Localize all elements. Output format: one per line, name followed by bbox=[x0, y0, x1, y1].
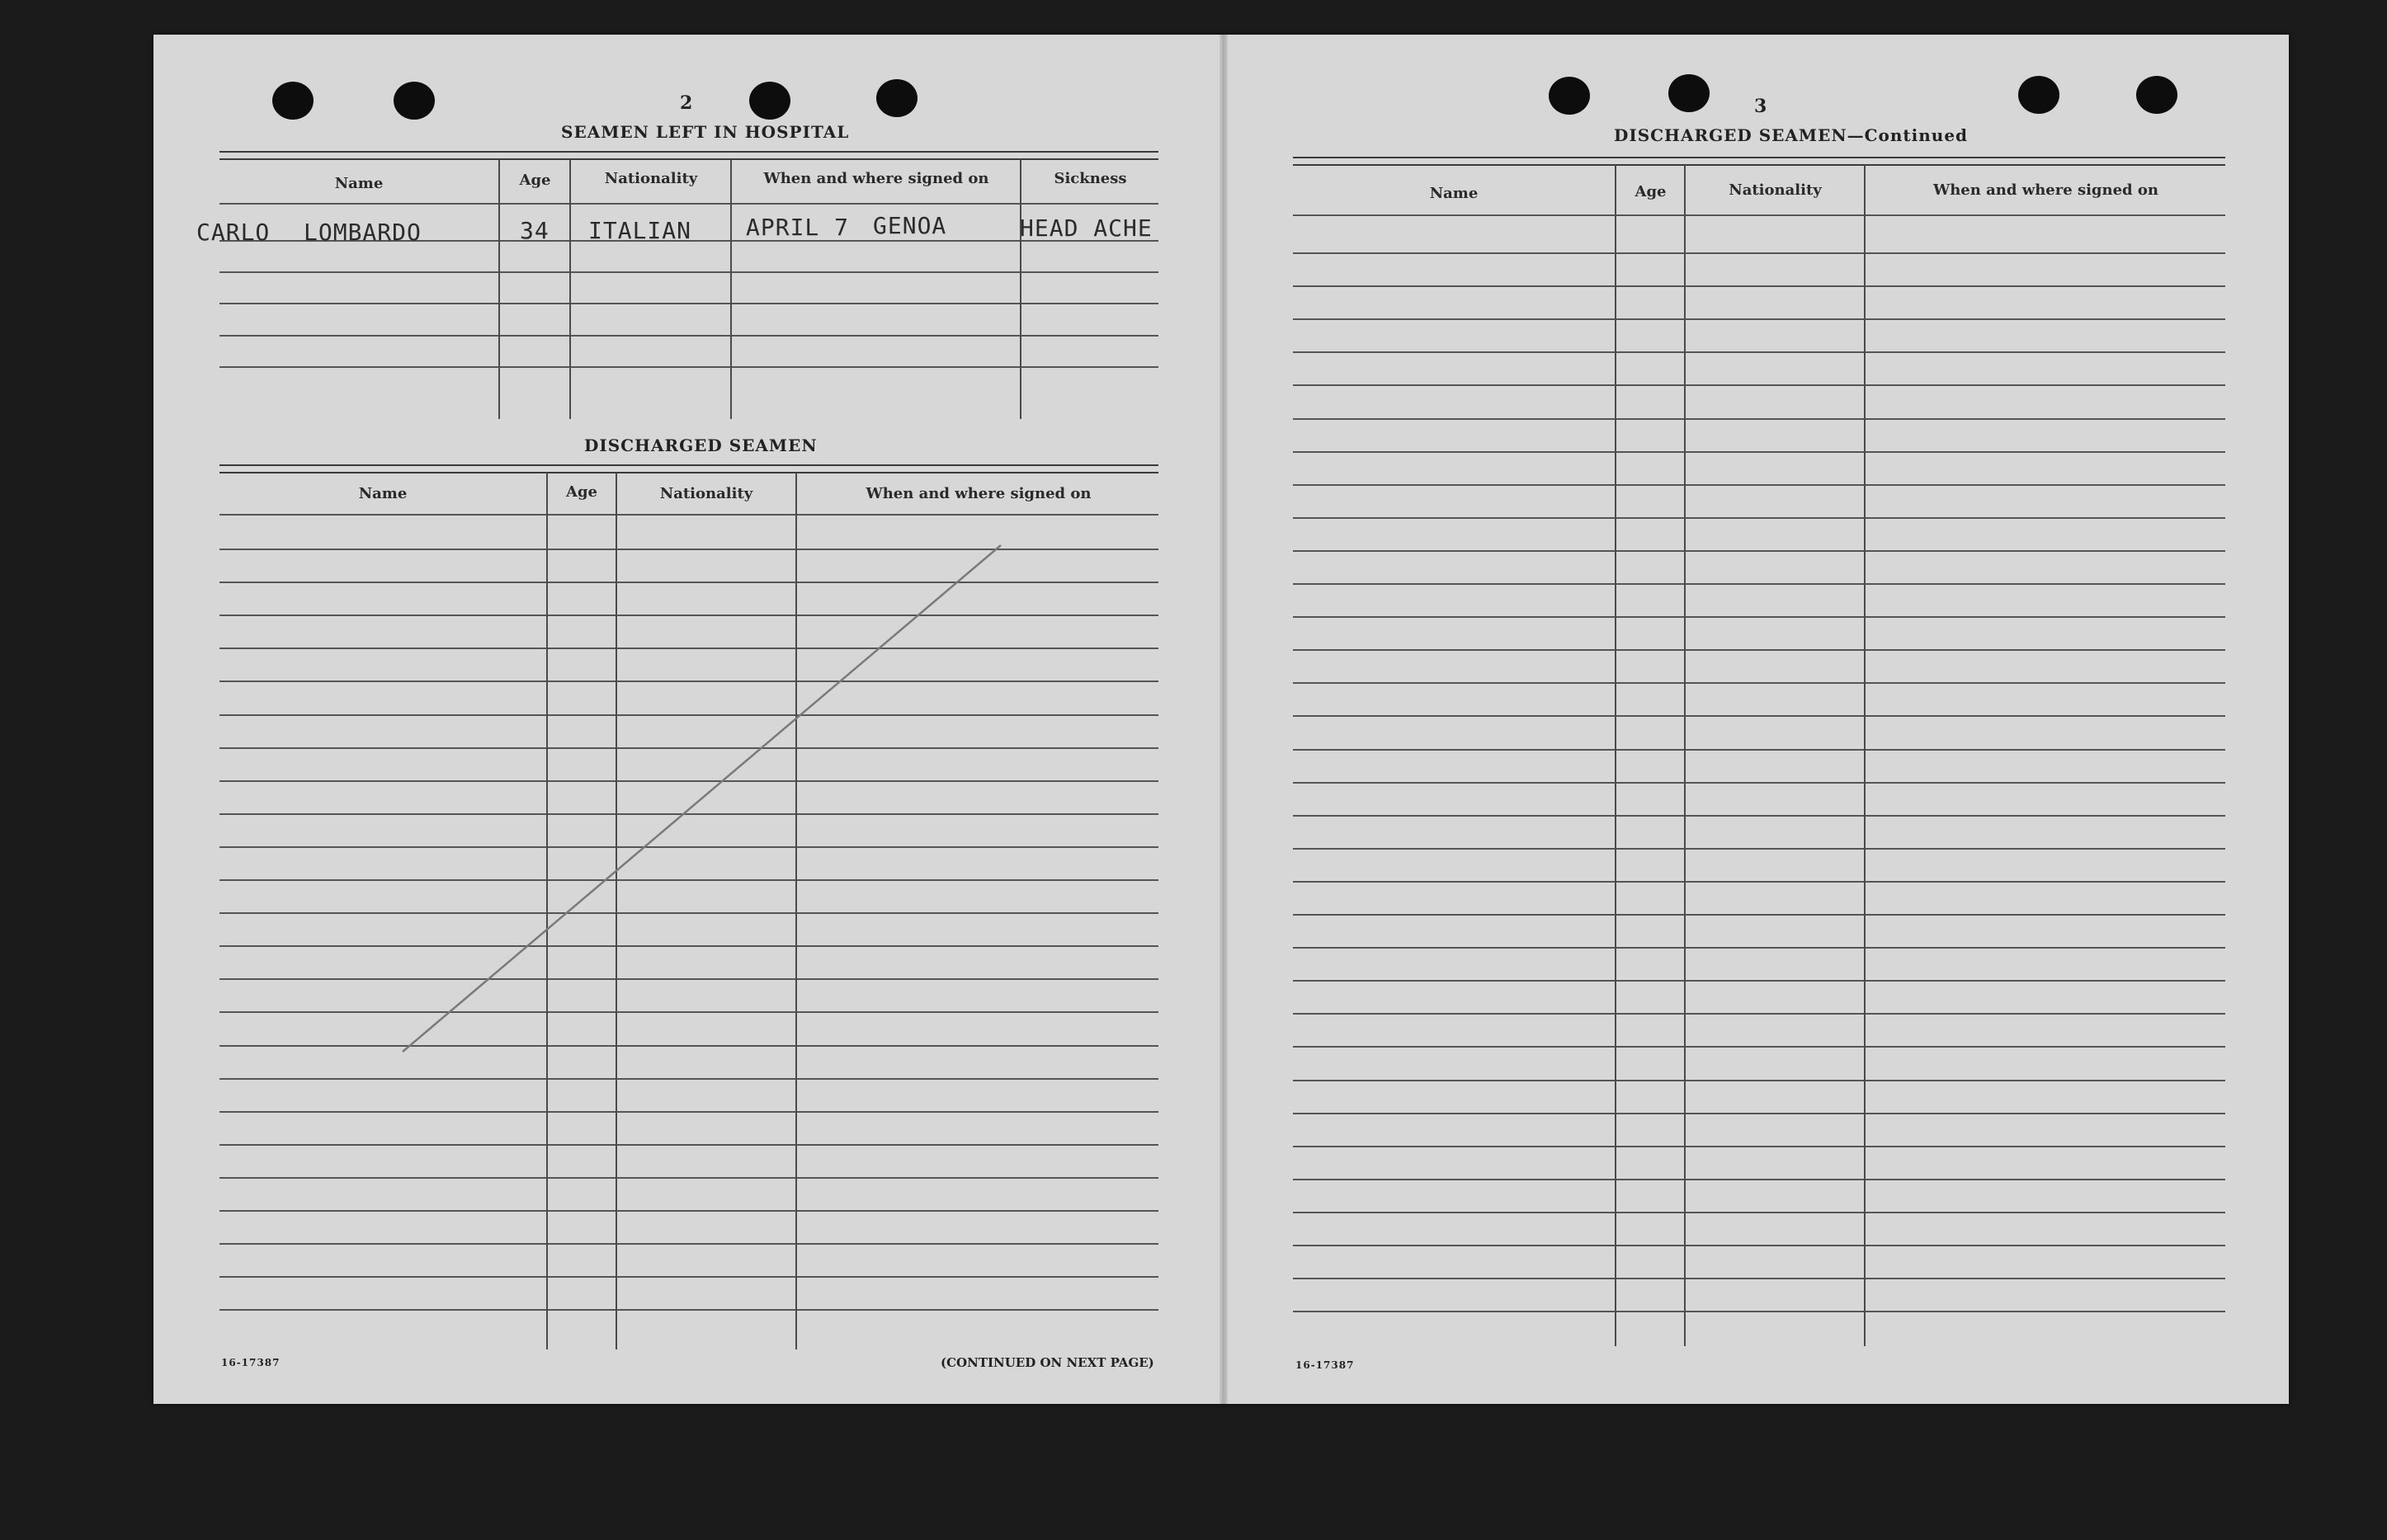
col-header-name: Name bbox=[334, 175, 384, 192]
col-header-signed-on: When and where signed on bbox=[1933, 181, 2158, 199]
seaman-sickness: HEAD ACHE bbox=[1020, 214, 1153, 242]
seaman-age: 34 bbox=[520, 217, 550, 244]
seaman-last-name: LOMBARDO bbox=[304, 219, 422, 246]
continued-note: (CONTINUED ON NEXT PAGE) bbox=[941, 1355, 1154, 1370]
col-header-nationality: Nationality bbox=[659, 485, 753, 502]
col-header-sickness: Sickness bbox=[1054, 170, 1127, 187]
seaman-first-name: CARLO bbox=[196, 219, 271, 246]
page-number-left: 2 bbox=[680, 92, 693, 114]
form-number-left: 16-17387 bbox=[221, 1357, 281, 1368]
col-header-age: Age bbox=[519, 172, 551, 189]
seaman-nationality: ITALIAN bbox=[588, 217, 692, 244]
page-number-right: 3 bbox=[1754, 96, 1767, 117]
col-header-name: Name bbox=[1429, 185, 1479, 202]
signed-on-date: APRIL 7 bbox=[746, 214, 850, 241]
col-header-nationality: Nationality bbox=[1729, 181, 1822, 199]
signed-on-port: GENOA bbox=[873, 212, 947, 239]
hospital-section-title: SEAMEN LEFT IN HOSPITAL bbox=[561, 122, 850, 142]
col-header-nationality: Nationality bbox=[604, 170, 698, 187]
col-header-age: Age bbox=[565, 483, 597, 501]
discharged-continued-title: DISCHARGED SEAMEN—Continued bbox=[1614, 125, 1969, 145]
form-number-right: 16-17387 bbox=[1295, 1359, 1355, 1371]
discharged-section-title: DISCHARGED SEAMEN bbox=[584, 436, 818, 455]
col-header-signed-on: When and where signed on bbox=[866, 485, 1092, 502]
col-header-name: Name bbox=[358, 485, 408, 502]
col-header-age: Age bbox=[1635, 183, 1667, 200]
col-header-signed-on: When and where signed on bbox=[763, 170, 989, 187]
